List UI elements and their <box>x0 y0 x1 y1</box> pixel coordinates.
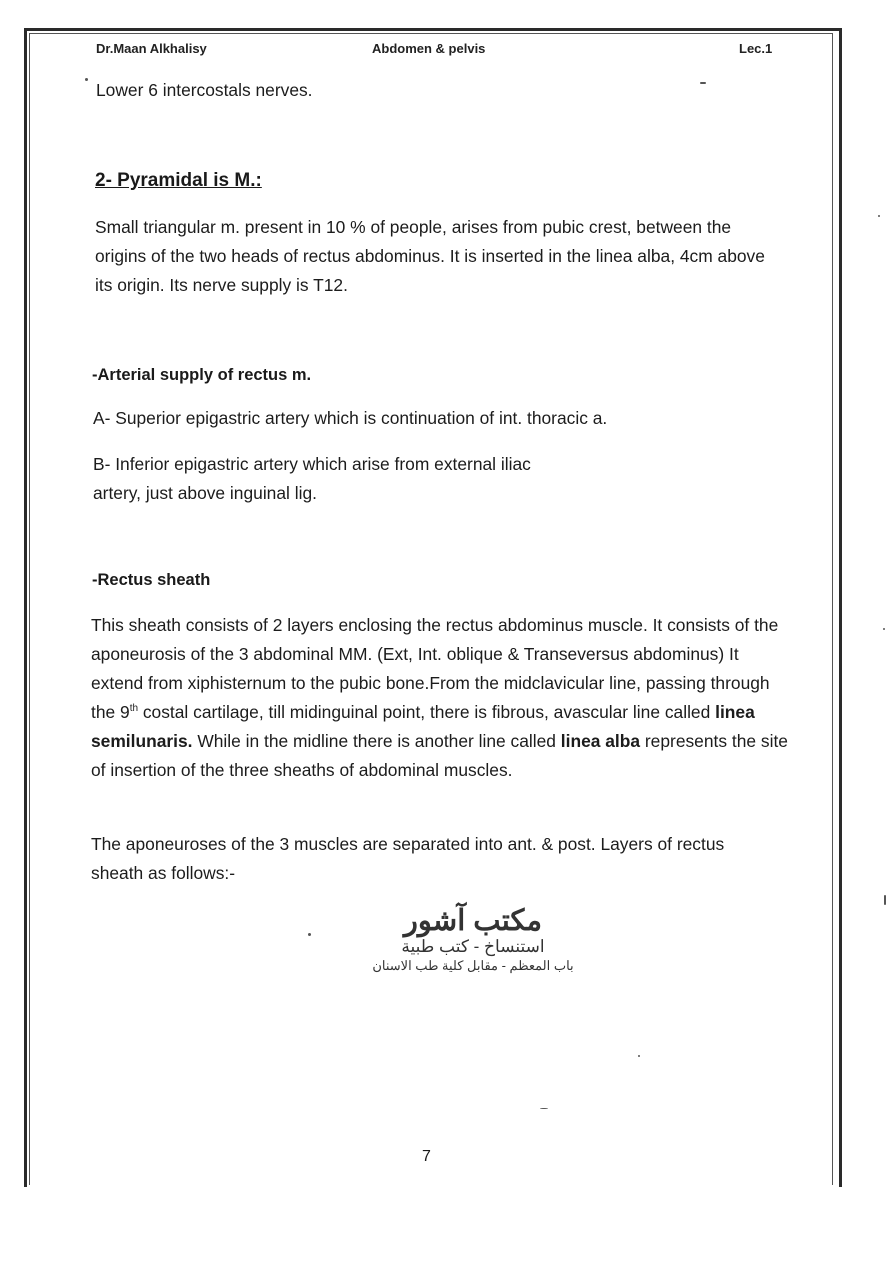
sheath-paragraph-1: This sheath consists of 2 layers enclosing the rectus abdominus muscle. It consists of the aponeurosis of the 3 abdominal MM. (Ext, Int. oblique & Transeversus abdominus) It extend from xiphisternum to the pubic bone.From the midclavicular line, passing through the 9th costal cartilage, till midinguinal point, there is fibrous, avascular line called linea semilunaris. While in the midline there is another line called linea alba represents the site of insertion of the three sheaths of abdominal muscles. <box>91 615 788 780</box>
page-border-inner <box>29 33 833 1185</box>
scan-speck <box>85 78 88 81</box>
superscript-th: th <box>129 703 139 715</box>
header-subject: Abdomen & pelvis <box>372 41 486 56</box>
stamp-line-2: استنساخ - كتب طبية <box>401 937 545 956</box>
term-linea-alba: linea alba <box>560 731 641 751</box>
scan-speck <box>878 215 880 217</box>
scan-speck <box>308 933 311 936</box>
sheath-heading: -Rectus sheath <box>92 571 211 589</box>
header-lecture: Lec.1 <box>739 41 773 56</box>
sheath-paragraph-2: The aponeuroses of the 3 muscles are separated into ant. & post. Layers of rectus sheath as follows:- <box>91 834 725 883</box>
scan-speck <box>883 628 885 630</box>
arterial-item-b-line2: artery, just above inguinal lig. <box>93 483 317 503</box>
stamp-line-1: مكتب آشور <box>403 905 543 937</box>
scan-speck <box>540 1108 548 1109</box>
arterial-heading: -Arterial supply of rectus m. <box>92 366 312 384</box>
scan-speck <box>700 82 706 84</box>
arterial-item-a: A- Superior epigastric artery which is continuation of int. thoracic a. <box>93 408 608 428</box>
page-number: 7 <box>422 1148 431 1165</box>
term-linea-semilunaris: linea semilunaris. <box>91 702 755 751</box>
scan-speck <box>884 895 886 905</box>
stamp-line-3: باب المعظم - مقابل كلية طب الاسنان <box>372 958 574 973</box>
bookshop-stamp <box>368 905 578 975</box>
pyramidalis-heading: 2- Pyramidal is M.: <box>95 170 262 191</box>
header-author: Dr.Maan Alkhalisy <box>96 41 207 56</box>
pyramidalis-body: Small triangular m. present in 10 % of people, arises from pubic crest, between the origins of the two heads of rectus abdominus. It is inserted in the linea alba, 4cm above its origin. Its nerve supply is T12. <box>95 217 765 295</box>
intro-line: Lower 6 intercostals nerves. <box>96 80 313 100</box>
arterial-item-b-line1: B- Inferior epigastric artery which arise from external iliac <box>93 454 531 474</box>
scan-speck <box>638 1055 640 1057</box>
